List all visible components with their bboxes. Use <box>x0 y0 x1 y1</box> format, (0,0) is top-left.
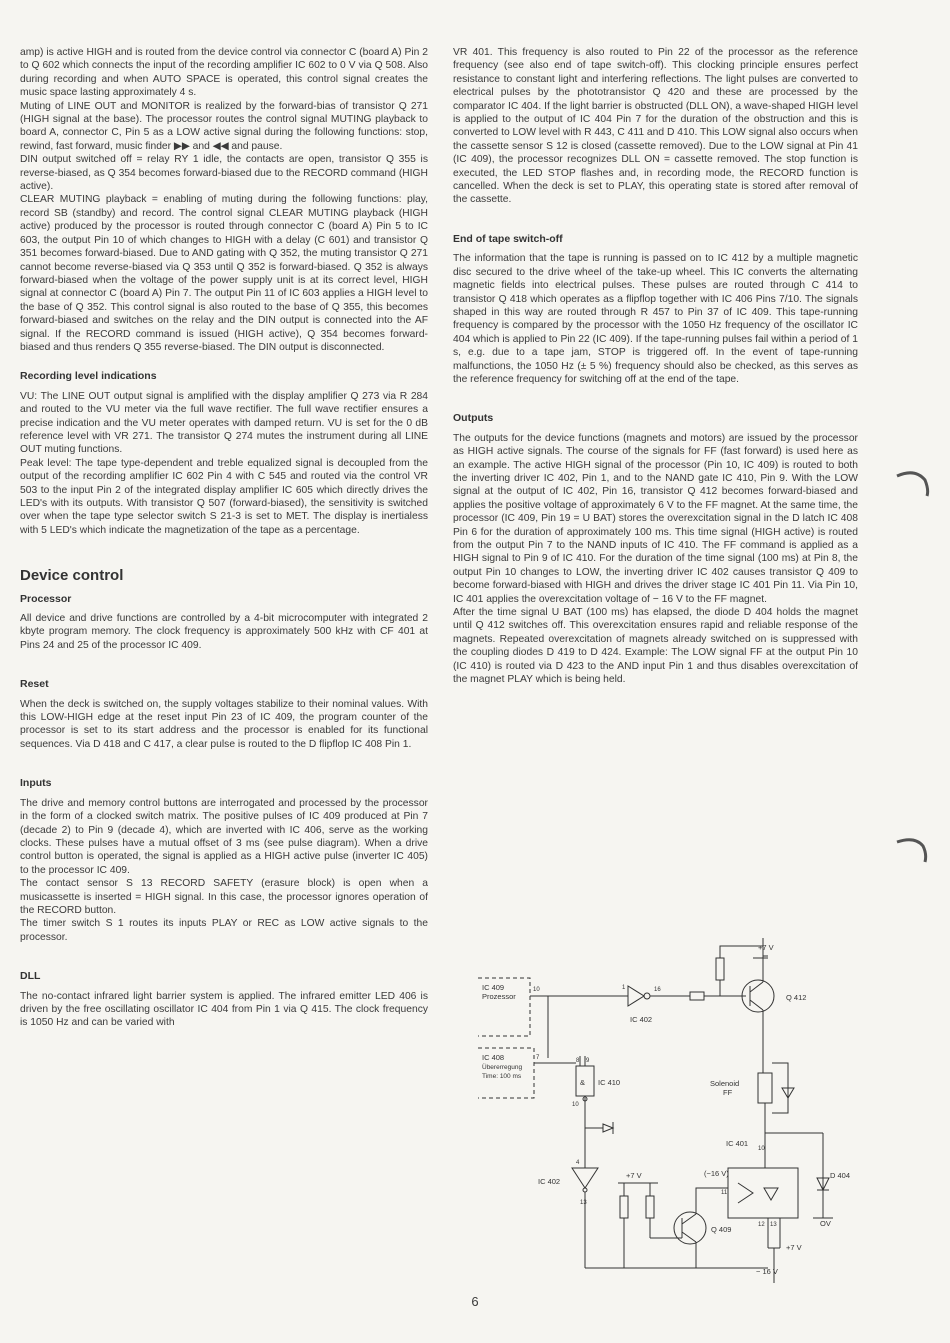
section-heading: Processor <box>20 592 72 605</box>
ov-label: OV <box>820 1219 831 1228</box>
pin-11-label: 11 <box>721 1190 728 1196</box>
uebererregung-label: Übererregung <box>482 1064 523 1071</box>
paragraph: VU: The LINE OUT output signal is amplified with the display amplifier Q 273 via R 284 and routed to the VU meter via the full wave rectifier. The full wave rectifier ensures a precise indication and the VU meter operates with damped return. VU is set for the 0 dB reference level with VR 271. The transistor Q 274 mutes the instrument during all LINE OUT muting functions. <box>20 390 428 456</box>
pin-10-label: 10 <box>533 987 540 993</box>
paragraph: The outputs for the device functions (magnets and motors) are issued by the processor as HIGH active signals. The course of the signals for FF (fast forward) is used here as an example. The active HIGH signal of the processor (Pin 10, IC 409) is routed to both the inverting driver IC 402, Pin 1, and to the NAND gate IC 410, Pin 9. With the LOW signal at the output of IC 402, Pin 16, transistor Q 412 becomes forward-biased and applies the positive voltage of approximately 6 V to the FF magnet. At the same time, the processor (IC 409, Pin 19 = U BAT) stores the overexcitation signal in the D latch IC 408 Pin 6 for the duration of approximately 100 ms. This time signal (HIGH active) is routed from the output Pin 7 to the NAND inputs of IC 410. The FF command is applied as a HIGH signal to Pin 9 of IC 410. For the duration of the time signal (100 ms) at Pin 8, the output Pin 10 changes to LOW, the inverting driver IC 402 causes transistor Q 409 to become forward-biased with HIGH and drives the driver stage IC 401 Pin 11. Via Pin 10, IC 401 applies the overexcitation voltage of − 16 V to the FF magnet. <box>453 432 858 605</box>
paragraph: The contact sensor S 13 RECORD SAFETY (erasure block) is open when a musicassette is inserted = HIGH signal. In this case, the processor ignores operation of the RECORD button. <box>20 878 428 916</box>
page-number: 6 <box>471 1294 479 1309</box>
pin-1-label: 1 <box>622 985 626 991</box>
plus7v-top-label: +7 V <box>758 943 774 952</box>
pin-13-label: 13 <box>580 1200 587 1206</box>
spacer <box>20 668 428 678</box>
section-heading: DLL <box>20 970 41 983</box>
paragraph: The timer switch S 1 routes its inputs PLAY or REC as LOW active signals to the processor. <box>20 918 428 943</box>
ic408-label: IC 408 <box>482 1053 505 1062</box>
section-heading: Outputs <box>453 412 494 425</box>
plus7v-bottom-label: +7 V <box>786 1243 802 1252</box>
spacer <box>453 402 858 412</box>
paragraph: Peak level: The tape type-dependent and treble equalized signal is decoupled from the output of the recording amplifier IC 602 Pin 4 with C 545 and routed via the control VR 503 to the input Pin 2 of the integrated display amplifier IC 605 which directly drives the LED's with its outputs. With transistor Q 507 (forward-biased), the sensitivity is switched over when the tape type selector switch S 21-3 is set to MET. The display is inertialess with 5 LED's which indicate the magnetization of the tape as a percentage. <box>20 457 428 536</box>
solenoid-driver-circuit-diagram <box>468 938 868 1288</box>
paragraph: The drive and memory control buttons are interrogated and processed by the processor in the form of a clocked switch matrix. The positive pulses of IC 409 produced at Pin 7 (decade 2) to Pin 9 (decade 4), which are inverted with IC 406, serve as the working clocks. These pulses have a mutual offset of 3 ms (see pulse diagram). When a drive control button is operated, the signal is applied as a HIGH active pulse (inverter IC 405) to the processor IC 409. <box>20 797 428 876</box>
ic402-top-label: IC 402 <box>630 1015 653 1024</box>
solenoid-label: Solenoid <box>710 1079 740 1088</box>
section-heading: Recording level indications <box>20 370 157 383</box>
page-edge-mark <box>895 836 935 866</box>
spacer <box>20 652 428 668</box>
paragraph: The no-contact infrared light barrier system is applied. The infrared emitter LED 406 is driven by the free oscillating oscillator IC 404 from Pin 1 via Q 415. The clock frequency is 1050 Hz and can be varied with <box>20 990 428 1029</box>
paragraph: VR 401. This frequency is also routed to Pin 22 of the processor as the reference frequency (see also end of tape switch-off). This clocking principle ensures perfect resistance to constant light and interfering reflections. The light pulses are converted to electrical pulses by the phototransistor Q 420 and these are processed by the comparator IC 404. If the light barrier is obstructed (DLL ON), a wave-shaped HIGH level is applied to the output of IC 404 Pin 7 for the duration of the obstruction and this is converted to LOW level with R 443, C 411 and D 410. This LOW signal also occurs when the cassette sensor S 12 is closed (cassette removed). Due to the LOW signal at Pin 41 (IC 409), the processor recognizes DLL ON = cassette removed. The stop function is executed, the LED STOP flashes and, in recording mode, the RECORD function is cancelled. When the deck is set to PLAY, this operating state is stored after removal of the cassette. <box>453 47 858 206</box>
paragraph: DIN output switched off = relay RY 1 idle, the contacts are open, transistor Q 355 is reverse-biased, as Q 354 becomes forward-biased due to the RECORD command (HIGH active). <box>20 154 428 193</box>
and-gate-symbol: & <box>580 1078 586 1087</box>
spacer <box>20 751 428 767</box>
section-heading: End of tape switch-off <box>453 232 563 245</box>
page-edge-mark <box>895 468 935 498</box>
ic401-label: IC 401 <box>726 1139 749 1148</box>
paragraph: CLEAR MUTING playback = enabling of muting during the following functions: play, record SB (standby) and record. The control signal CLEAR MUTING playback (HIGH active) produced by the processor is routed through connector C (board A) Pin 5 to IC 603, the output Pin 10 of which changes to HIGH with a delay (C 601) and transistor Q 351 becomes forward-biased. Due to AND gating with Q 352, the muting transistor Q 271 cannot become reverse-biased via Q 353 until Q 352 is forward-biased. Q 352 is always forward-biased when the voltage of the power supply unit is at its correct level, HIGH signal at connector C (board A) Pin 7. The output Pin 11 of IC 603 applies a HIGH level to the base of Q 352. This control signal is also routed to the base of Q 355, this becomes forward-biased and switches on the relay and the DIN output is connected into the AF signal. If the RECORD command is issued (HIGH active), Q 354 becomes forward-biased and thus renders Q 355 reverse-biased. The DIN output is disconnected. <box>20 194 428 353</box>
minus16v-bottom-label: − 16 V <box>756 1267 778 1276</box>
spacer <box>453 207 858 223</box>
pin-16-label: 16 <box>654 987 661 993</box>
paragraph: When the deck is switched on, the supply voltages stabilize to their nominal values. With this LOW-HIGH edge at the reset input Pin 23 of IC 409, the program counter of the processor is set to its start address and the processor is enabled for its functional sequences. Via D 418 and C 417, a clear pulse is routed to the D flipflop IC 408 Pin 1. <box>20 698 428 750</box>
paragraph: amp) is active HIGH and is routed from the device control via connector C (board A) Pin 2 to Q 602 which connects the input of the recording amplifier IC 602 to 0 V via Q 508. Also during recording and when AUTO SPACE is operated, this control signal creates the music space lasting approximately 4 s. <box>20 47 428 99</box>
pin-10b-label: 10 <box>572 1102 579 1108</box>
pin-13b-label: 13 <box>770 1222 777 1228</box>
pin-4-label: 4 <box>576 1160 580 1166</box>
plus7v-mid-label: +7 V <box>626 1171 642 1180</box>
pin-7-label: 7 <box>536 1055 540 1061</box>
pin-12-label: 12 <box>758 1222 765 1228</box>
left-column <box>20 46 428 1030</box>
spacer <box>20 960 428 970</box>
pin-8-label: 8 <box>576 1058 580 1064</box>
paragraph: After the time signal U BAT (100 ms) has elapsed, the diode D 404 holds the magnet until Q 412 switches off. This overexcitation ensures rapid and reliable response of the magnets. Repeated overexcitation of magnets already switched on is suppressed with the coupling diodes D 419 to D 424. Example: The LOW signal FF at the output Pin 10 (IC 410) is routed via D 423 to the AND input Pin 1 and thus disables overexcitation of the magnet PLAY which is being held. <box>453 607 858 686</box>
spacer <box>20 537 428 553</box>
spacer <box>20 767 428 777</box>
spacer <box>453 223 858 233</box>
spacer <box>20 583 428 593</box>
ic402-bottom-label: IC 402 <box>538 1177 561 1186</box>
right-column <box>453 46 858 686</box>
chapter-heading: Device control <box>20 567 124 585</box>
ff-label: FF <box>723 1088 733 1097</box>
q409-label: Q 409 <box>711 1225 732 1234</box>
paragraph: The information that the tape is running is passed on to IC 412 by a multiple magnetic disc secured to the drive wheel of the take-up wheel. This IC converts the alternating magnetic fields into electrical pulses. These pulses are routed through C 414 to transistor Q 418 which operates as a flipflop together with IC 406 Pins 7/10. The signals shaped in this way are routed through R 457 to Pin 37 of IC 409. This tape-running frequency is compared by the processor with the 1050 Hz frequency of the oscillator IC 404 which is applied to Pin 22 (IC 409). If the tape-running pulses fail within a period of 1 s, e.g. due to a tape jam, STOP is triggered off. In the event of tape-running malfunctions, the 1050 Hz (± 5 %) frequency should also be checked, as this serves as the reference frequency for switching off at the end of the tape. <box>453 253 858 385</box>
section-heading: Inputs <box>20 777 52 790</box>
pin-9-label: 9 <box>586 1058 590 1064</box>
spacer <box>20 944 428 960</box>
prozessor-label: Prozessor <box>482 992 516 1001</box>
section-heading: Reset <box>20 678 49 691</box>
d404-label: D 404 <box>830 1171 851 1180</box>
q412-label: Q 412 <box>786 993 807 1002</box>
pin-10c-label: 10 <box>758 1146 765 1152</box>
paragraph: Muting of LINE OUT and MONITOR is realized by the forward-bias of transistor Q 271 (HIGH signal at the base). The processor routes the control signal MUTING playback to board A, connector C, Pin 5 as a LOW active signal during the following functions: stop, rewind, fast forward, music finder ▶▶ and ◀◀ and pause. <box>20 100 428 152</box>
paragraph: All device and drive functions are controlled by a 4-bit microcomputer with integrated 2 kbyte program memory. The clock frequency is approximately 500 kHz with CF 401 at Pins 24 and 25 of the processor IC 409. <box>20 613 428 651</box>
time-100ms-label: Time: 100 ms <box>482 1073 522 1080</box>
minus16v-mid-label: (−16 V) <box>704 1169 729 1178</box>
ic409-label: IC 409 <box>482 983 505 992</box>
ic410-label: IC 410 <box>598 1078 621 1087</box>
spacer <box>453 386 858 402</box>
spacer <box>20 354 428 370</box>
